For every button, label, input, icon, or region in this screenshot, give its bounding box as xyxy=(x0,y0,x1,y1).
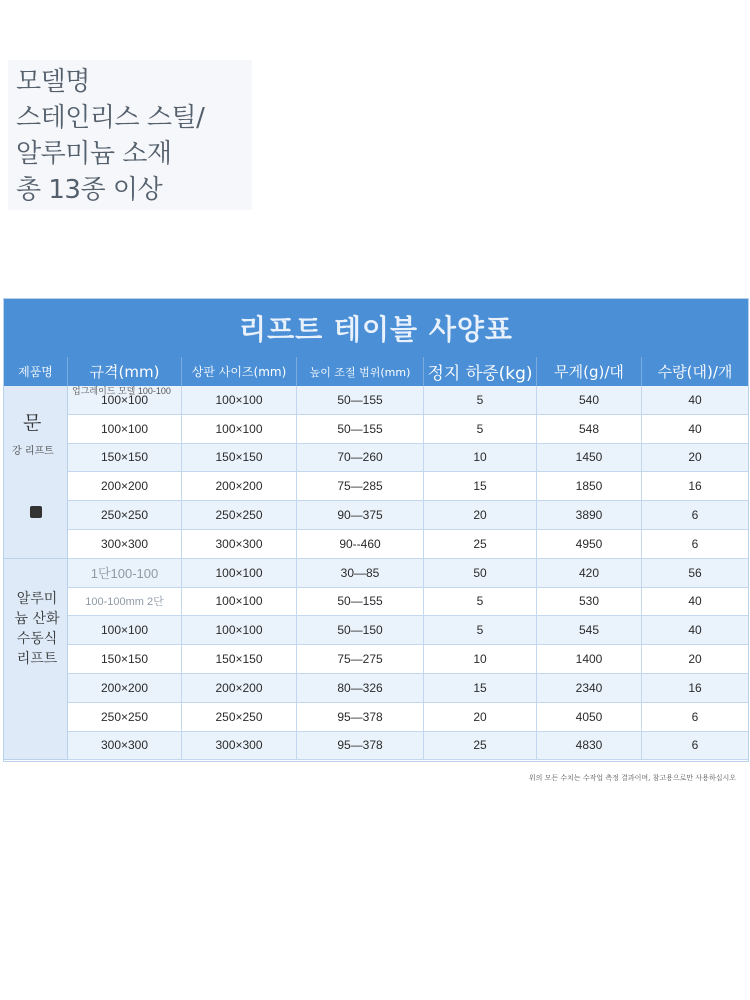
intro-line: 총 13종 이상 xyxy=(16,175,163,205)
cell-quantity xyxy=(642,674,748,702)
cell-load xyxy=(424,386,537,414)
cell-quantity xyxy=(642,501,748,529)
cell-weight xyxy=(537,501,642,529)
cell-value: 75—285 xyxy=(337,479,383,494)
cell-load xyxy=(424,501,537,529)
cell-load xyxy=(424,703,537,731)
cell-spec xyxy=(68,732,182,760)
cell-quantity xyxy=(642,645,748,673)
cell-load xyxy=(424,588,537,616)
cell-value: 300×300 xyxy=(215,738,263,753)
cell-height-range xyxy=(297,703,424,731)
cell-spec xyxy=(68,616,182,644)
cell-top-size xyxy=(182,703,297,731)
cell-top-size xyxy=(182,559,297,587)
table-row xyxy=(68,386,748,415)
cell-weight xyxy=(537,674,642,702)
cell-value: 5 xyxy=(476,594,484,609)
cell-quantity xyxy=(642,444,748,472)
cell-spec xyxy=(68,501,182,529)
cell-value: 1단100-100 xyxy=(90,566,159,582)
cell-top-size xyxy=(182,501,297,529)
table-row xyxy=(68,703,748,732)
cell-load xyxy=(424,472,537,500)
cell-quantity xyxy=(642,559,748,587)
cell-height-range xyxy=(297,472,424,500)
cell-value: 25 xyxy=(473,536,487,551)
cell-value: 150×150 xyxy=(215,652,263,667)
cell-value: 1400 xyxy=(575,652,603,667)
cell-quantity xyxy=(642,415,748,443)
cell-top-size xyxy=(182,588,297,616)
cell-quantity xyxy=(642,732,748,760)
cell-value: 100×100 xyxy=(100,623,149,638)
cell-value: 4050 xyxy=(575,709,603,724)
cell-value: 100-100mm 2단 xyxy=(85,596,164,609)
cell-value: 50 xyxy=(473,565,487,580)
cell-spec xyxy=(68,559,182,587)
cell-value: 15 xyxy=(473,680,487,695)
table-row xyxy=(68,588,748,617)
cell-top-size xyxy=(182,472,297,500)
cell-top-size xyxy=(182,530,297,558)
cell-value: 90—375 xyxy=(337,508,383,523)
cell-value: 300×300 xyxy=(100,536,149,551)
cell-quantity xyxy=(642,588,748,616)
table-row xyxy=(68,444,748,473)
cell-value: 20 xyxy=(473,508,487,523)
cell-top-size xyxy=(182,386,297,414)
cell-value: 95—378 xyxy=(337,738,383,753)
intro-line: 알루미늄 소재 xyxy=(16,139,172,169)
product-group-steel xyxy=(4,386,748,559)
cell-value: 100×100 xyxy=(215,623,263,638)
group-label-lines xyxy=(8,589,66,669)
cell-weight xyxy=(537,415,642,443)
cell-value: 40 xyxy=(688,623,702,638)
cell-load xyxy=(424,444,537,472)
cell-value: 200×200 xyxy=(100,680,149,695)
table-body xyxy=(4,386,748,760)
cell-value: 16 xyxy=(688,479,702,494)
cell-height-range xyxy=(297,616,424,644)
cell-value: 3890 xyxy=(575,508,603,523)
cell-weight xyxy=(537,386,642,414)
group-label-big: 문 xyxy=(23,412,42,434)
cell-value: 420 xyxy=(578,565,600,580)
cell-value: 40 xyxy=(688,421,702,436)
cell-value: 10 xyxy=(473,652,487,667)
cell-height-range xyxy=(297,530,424,558)
header-weight: 무게(g)/대 xyxy=(537,357,642,386)
cell-value: 540 xyxy=(578,392,600,407)
cell-value: 15 xyxy=(473,479,487,494)
cell-value: 530 xyxy=(578,594,600,609)
table-row xyxy=(68,559,748,588)
cell-weight xyxy=(537,472,642,500)
cell-value: 40 xyxy=(688,594,702,609)
product-group-aluminum xyxy=(4,559,748,761)
header-load: 정지 하중(kg) xyxy=(424,357,537,386)
cell-weight xyxy=(537,588,642,616)
cell-value: 90--460 xyxy=(339,536,381,551)
header-product: 제품명 xyxy=(4,357,68,386)
cell-value: 1450 xyxy=(575,450,603,465)
cell-value: 548 xyxy=(578,421,600,436)
cell-weight xyxy=(537,616,642,644)
table-title-banner xyxy=(4,299,748,357)
cell-value: 40 xyxy=(688,392,702,407)
cell-height-range xyxy=(297,444,424,472)
group-label-line: 리프트 xyxy=(16,650,58,667)
cell-value: 200×200 xyxy=(215,479,263,494)
cell-load xyxy=(424,616,537,644)
cell-load xyxy=(424,415,537,443)
table-title: 리프트 테이블 사양표 xyxy=(239,313,513,346)
spec-table xyxy=(3,298,749,762)
header-quantity: 수량(대)/개 xyxy=(657,363,733,381)
cell-load xyxy=(424,674,537,702)
cell-value: 5 xyxy=(476,392,484,407)
cell-value: 4830 xyxy=(575,738,603,753)
table-row xyxy=(68,616,748,645)
cell-spec xyxy=(68,530,182,558)
cell-height-range xyxy=(297,501,424,529)
cell-height-range xyxy=(297,645,424,673)
cell-value: 250×250 xyxy=(100,508,149,523)
table-row xyxy=(68,415,748,444)
spec-note: 업그레이드 모델 100-100 xyxy=(72,386,171,396)
cell-spec xyxy=(68,444,182,472)
cell-value: 50—155 xyxy=(337,421,383,436)
cell-value: 1850 xyxy=(575,479,603,494)
cell-value: 100×100 xyxy=(215,392,263,407)
cell-value: 150×150 xyxy=(100,652,149,667)
cell-spec xyxy=(68,472,182,500)
group-label-aluminum xyxy=(4,559,68,761)
cell-top-size xyxy=(182,616,297,644)
cell-value: 545 xyxy=(578,623,600,638)
header-top-size: 상판 사이즈(mm) xyxy=(182,357,297,386)
cell-value: 2340 xyxy=(575,680,603,695)
cell-spec xyxy=(68,588,182,616)
table-row xyxy=(68,530,748,559)
cell-quantity xyxy=(642,616,748,644)
cell-height-range xyxy=(297,559,424,587)
cell-value: 80—326 xyxy=(337,680,383,695)
cell-spec xyxy=(68,645,182,673)
group-label-small: 강 리프트 xyxy=(12,446,54,457)
table-row xyxy=(68,674,748,703)
cell-value: 30—85 xyxy=(340,565,380,580)
cell-value: 95—378 xyxy=(337,709,383,724)
cell-weight xyxy=(537,703,642,731)
cell-quantity xyxy=(642,530,748,558)
group-label-line: 늄 산화 xyxy=(14,610,60,627)
cell-value: 6 xyxy=(691,738,699,753)
cell-weight xyxy=(537,530,642,558)
group-rows xyxy=(68,386,748,559)
cell-top-size xyxy=(182,645,297,673)
cell-value: 150×150 xyxy=(100,450,149,465)
cell-quantity xyxy=(642,386,748,414)
cell-value: 100×100 xyxy=(215,594,263,609)
cell-value: 300×300 xyxy=(100,738,149,753)
cell-top-size xyxy=(182,732,297,760)
cell-load xyxy=(424,530,537,558)
group-rows xyxy=(68,559,748,761)
lift-figure-icon xyxy=(30,506,42,518)
cell-value: 50—150 xyxy=(337,623,383,638)
cell-value: 10 xyxy=(473,450,487,465)
header-height-range: 높이 조절 범위(mm) xyxy=(297,357,424,386)
cell-value: 250×250 xyxy=(215,709,263,724)
cell-value: 16 xyxy=(688,680,702,695)
intro-line: 스테인리스 스틸/ xyxy=(16,103,205,133)
cell-spec xyxy=(68,674,182,702)
table-row xyxy=(68,501,748,530)
cell-load xyxy=(424,559,537,587)
cell-value: 250×250 xyxy=(100,709,149,724)
cell-value: 4950 xyxy=(575,536,603,551)
cell-weight xyxy=(537,732,642,760)
cell-value: 75—275 xyxy=(337,652,383,667)
cell-top-size xyxy=(182,444,297,472)
cell-value: 20 xyxy=(473,709,487,724)
cell-value: 25 xyxy=(473,738,487,753)
cell-top-size xyxy=(182,415,297,443)
cell-value: 250×250 xyxy=(215,508,263,523)
intro-line: 모델명 xyxy=(16,67,90,97)
cell-weight xyxy=(537,559,642,587)
cell-value: 20 xyxy=(688,652,702,667)
cell-value: 20 xyxy=(688,450,702,465)
group-label-line: 수동식 xyxy=(16,630,58,647)
cell-height-range xyxy=(297,674,424,702)
table-row xyxy=(68,645,748,674)
table-row xyxy=(68,732,748,761)
cell-value: 50—155 xyxy=(337,594,383,609)
cell-height-range xyxy=(297,732,424,760)
cell-value: 5 xyxy=(476,623,484,638)
group-label-line: 알루미 xyxy=(16,590,58,607)
header-spec: 규격(mm) xyxy=(68,357,182,386)
footnote: 위의 모든 수치는 수작업 측정 결과이며, 참고용으로만 사용하십시오 xyxy=(528,774,736,782)
table-row xyxy=(68,472,748,501)
cell-quantity xyxy=(642,472,748,500)
cell-value: 6 xyxy=(691,508,699,523)
group-label-steel xyxy=(4,386,68,559)
cell-value: 100×100 xyxy=(100,421,149,436)
cell-load xyxy=(424,645,537,673)
cell-value: 70—260 xyxy=(337,450,383,465)
cell-value: 6 xyxy=(691,709,699,724)
cell-value: 100×100 xyxy=(215,565,263,580)
cell-spec xyxy=(68,703,182,731)
cell-quantity xyxy=(642,703,748,731)
cell-value: 50—155 xyxy=(337,392,383,407)
cell-top-size xyxy=(182,674,297,702)
table-header-row xyxy=(4,357,748,386)
cell-height-range xyxy=(297,386,424,414)
cell-value: 200×200 xyxy=(215,680,263,695)
cell-value: 200×200 xyxy=(100,479,149,494)
cell-value: 56 xyxy=(688,565,702,580)
cell-value: 100×100 xyxy=(100,392,149,407)
cell-value: 300×300 xyxy=(215,536,263,551)
cell-spec xyxy=(68,415,182,443)
cell-load xyxy=(424,732,537,760)
cell-value: 6 xyxy=(691,536,699,551)
cell-value: 150×150 xyxy=(215,450,263,465)
cell-weight xyxy=(537,645,642,673)
intro-text-block xyxy=(8,60,252,210)
cell-weight xyxy=(537,444,642,472)
cell-value: 100×100 xyxy=(215,421,263,436)
cell-height-range xyxy=(297,588,424,616)
cell-height-range xyxy=(297,415,424,443)
cell-spec xyxy=(68,386,182,414)
cell-value: 5 xyxy=(476,421,484,436)
